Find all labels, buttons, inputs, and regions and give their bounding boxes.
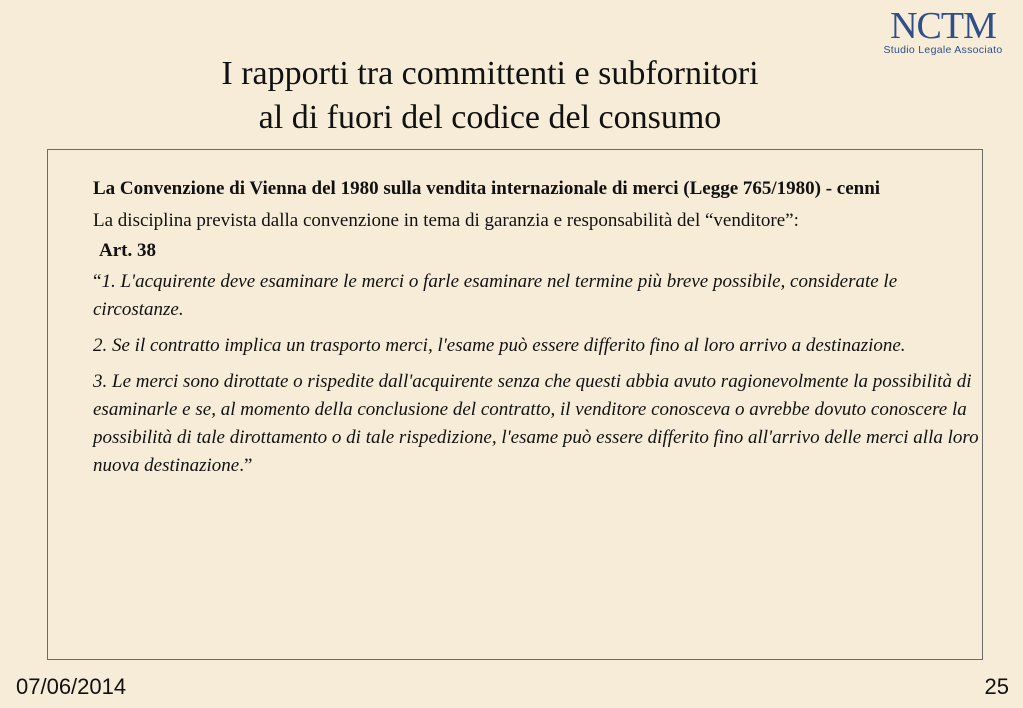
open-quote: “ (93, 271, 102, 292)
paragraph-3-text: 3. Le merci sono dirottate o rispedite dall'acquirente senza che questi abbia avuto ragionevolmente la possibilità di esaminarle e se, al momento della conclusione del contratto, il venditore conosceva o avrebbe dovuto conoscere la possibilità di tale dirottamento o di tale rispedizione, l'esame può essere differito fino all'arrivo delle merci alla loro nuova destinazione (93, 371, 979, 476)
nctm-logo (876, 5, 1010, 56)
article-paragraph-1 (93, 268, 981, 324)
content-heading: La Convenzione di Vienna del 1980 sulla vendita internazionale di merci (Legge 765/1980) - cenni (93, 178, 881, 199)
article-label: Art. 38 (99, 240, 156, 261)
article-paragraph-3 (93, 368, 981, 480)
slide-title (60, 52, 920, 140)
paragraph-2-text: 2. Se il contratto implica un trasporto merci, l'esame può essere differito fino al loro arrivo a destinazione. (93, 335, 906, 356)
close-quote: .” (239, 455, 253, 476)
slide-title-line-2: al di fuori del codice del consumo (258, 99, 722, 136)
article-paragraph-2 (93, 332, 981, 360)
logo-mark: NCTM (890, 5, 996, 47)
footer-page-number: 25 (984, 674, 1009, 699)
content-box (47, 149, 983, 660)
slide-title-line-1: I rapporti tra committenti e subfornitori (221, 55, 759, 92)
paragraph-1-text: 1. L'acquirente deve esaminare le merci o farle esaminare nel termine più breve possibile, considerate le circostanze. (93, 271, 898, 320)
content-body (93, 178, 981, 480)
logo-subtitle: Studio Legale Associato (883, 44, 1003, 56)
content-intro: La disciplina prevista dalla convenzione in tema di garanzia e responsabilità del “venditore”: (93, 210, 799, 231)
footer-date: 07/06/2014 (16, 674, 127, 699)
